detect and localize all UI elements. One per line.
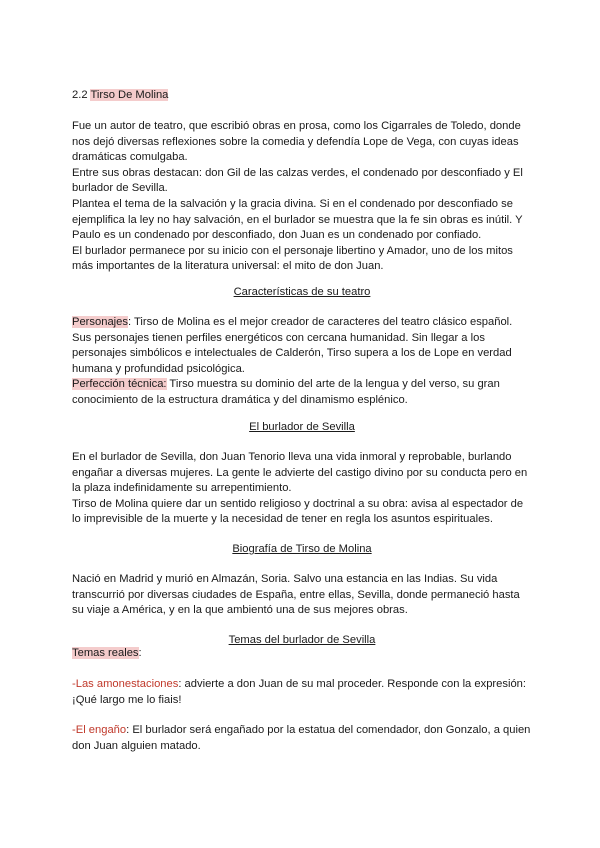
engano-block	[72, 723, 532, 754]
amonestaciones-text: : advierte a don Juan de su mal proceder. Responde con la expresión: ¡Qué largo me lo fiais!	[72, 678, 526, 706]
engano-text: : El burlador será engañado por la estatua del comendador, don Gonzalo, a quien don Juan alguien matado.	[72, 724, 531, 752]
caracteristicas-heading	[72, 285, 532, 301]
perfeccion-text: Tirso muestra su dominio del arte de la lengua y del verso, su gran conocimiento de la estructura dramática y del dinamismo esplénico.	[72, 378, 500, 406]
temas-reales-colon: :	[138, 647, 142, 659]
intro-paragraph-3: Plantea el tema de la salvación y la gracia divina. Si en el condenado por desconfiado se ejemplifica la ley no hay salvación, en el burlador se muestra que la fe sin obras es inútil. Y Paulo es un condenado por desconfiado, don Juan es un condenado por confiado.	[72, 197, 523, 242]
section-title: Tirso De Molina	[90, 89, 169, 101]
section-number: 2.2	[72, 89, 88, 101]
burlador-heading	[72, 420, 532, 436]
engano-paragraph	[72, 723, 532, 754]
amonestaciones-label: -Las amonestaciones	[72, 678, 179, 690]
burlador-paragraph-1: En el burlador de Sevilla, don Juan Tenorio lleva una vida inmoral y reprobable, burlando engañar a diversas mujeres. La gente le advierte del castigo divino por su conducta pero en la plaza indefinidamente su arrepentimiento.	[72, 451, 528, 495]
intro-paragraph-1: Fue un autor de teatro, que escribió obras en prosa, como los Cigarrales de Toledo, donde nos dejó diversas reflexiones sobre la comedia y defendía Lope de Vega, con cuyas ideas dramáticas comulgaba.	[72, 120, 521, 164]
personajes-text: : Tirso de Molina es el mejor creador de caracteres del teatro clásico español. Sus personajes tienen perfiles energéticos con cercana humanidad. Sin llegar a los personajes simbólicos e intelectuales de Calderón, Tirso supera a los de Lope en verdad humana y profundidad psicológica.	[72, 316, 513, 375]
engano-label: -El engaño	[72, 724, 127, 736]
perfeccion-paragraph	[72, 377, 532, 408]
section-heading	[72, 88, 532, 104]
personajes-paragraph	[72, 315, 532, 377]
caracteristicas-title: Características de su teatro	[233, 286, 371, 298]
intro-paragraph-2: Entre sus obras destacan: don Gil de las calzas verdes, el condenado por desconfiado y El burlador de Sevilla.	[72, 166, 523, 195]
biografia-block	[72, 572, 532, 619]
biografia-heading	[72, 542, 532, 558]
temas-title: Temas del burlador de Sevilla	[228, 634, 376, 646]
burlador-title: El burlador de Sevilla	[249, 421, 355, 433]
burlador-block	[72, 450, 532, 528]
temas-reales-label: Temas reales	[72, 647, 139, 659]
intro-paragraph-4: El burlador permanece por su inicio con el personaje libertino y Amador, uno de los mitos más importantes de la literatura universal: el mito de don Juan.	[72, 244, 513, 273]
temas-reales-line	[72, 646, 532, 662]
amonestaciones-block	[72, 677, 532, 708]
biografia-paragraph: Nació en Madrid y murió en Almazán, Soria. Salvo una estancia en las Indias. Su vida transcurrió por diversas ciudades de España, entre ellas, Sevilla, donde permaneció hasta su viaje a América, y en la que ambientó una de sus mejores obras.	[72, 573, 520, 617]
burlador-paragraph-2: Tirso de Molina quiere dar un sentido religioso y doctrinal a su obra: avisa al espectador de lo imprevisible de la muerte y la necesidad de tener en regla los asuntos espirituales.	[72, 497, 524, 526]
personajes-label: Personajes	[72, 316, 128, 328]
amonestaciones-paragraph	[72, 677, 532, 708]
caracteristicas-block	[72, 315, 532, 409]
intro-block	[72, 119, 532, 275]
biografia-title: Biografía de Tirso de Molina	[232, 543, 372, 555]
perfeccion-label: Perfección técnica:	[72, 378, 167, 391]
